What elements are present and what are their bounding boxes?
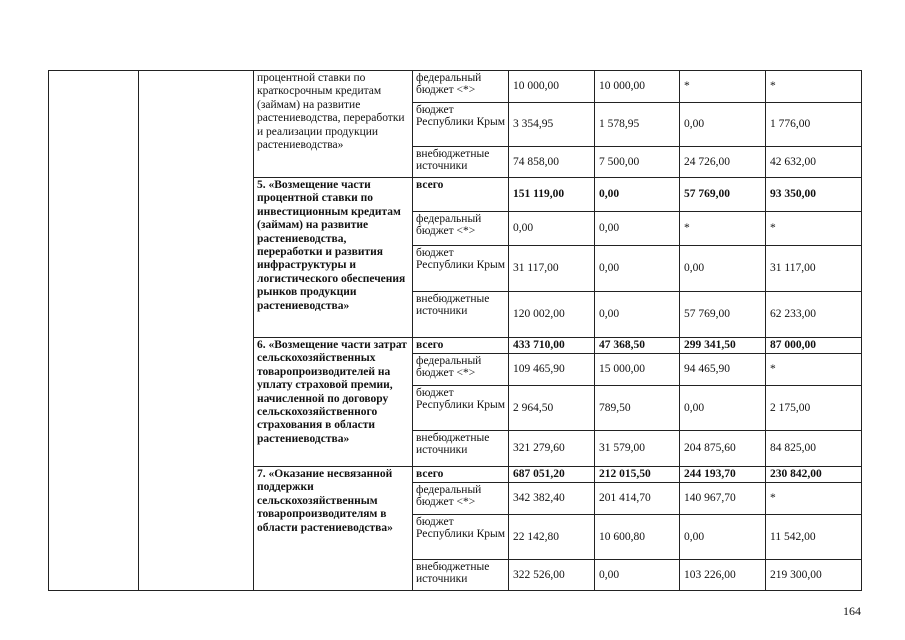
activity-description: 7. «Оказание несвязанной поддержки сельскохозяйственным товаропроизводителям в области растениеводства» — [254, 467, 413, 591]
funding-source: внебюджетные источники — [413, 560, 509, 591]
value-cell: 321 279,60 — [509, 431, 595, 467]
value-cell: 31 117,00 — [509, 246, 595, 292]
value-cell: 0,00 — [595, 560, 680, 591]
value-cell: 11 542,00 — [766, 515, 862, 560]
page-number: 164 — [843, 604, 861, 618]
funding-source: внебюджетные источники — [413, 431, 509, 467]
budget-table — [48, 70, 862, 591]
value-cell: 0,00 — [595, 246, 680, 292]
value-cell: 47 368,50 — [595, 338, 680, 354]
empty-column-1 — [49, 71, 139, 591]
value-cell: 1 776,00 — [766, 103, 862, 147]
value-cell: 93 350,00 — [766, 178, 862, 212]
value-cell: * — [766, 71, 862, 103]
activity-description: процентной ставки по краткосрочным кредитам (займам) на развитие растениеводства, переработки и реализации продукции растениеводства» — [254, 71, 413, 178]
value-cell: 62 233,00 — [766, 292, 862, 338]
funding-source: федеральный бюджет <*> — [413, 212, 509, 246]
funding-source: бюджет Республики Крым — [413, 515, 509, 560]
value-cell: 201 414,70 — [595, 483, 680, 515]
funding-source: федеральный бюджет <*> — [413, 483, 509, 515]
value-cell: 2 175,00 — [766, 386, 862, 431]
value-cell: 299 341,50 — [680, 338, 766, 354]
value-cell: 10 600,80 — [595, 515, 680, 560]
activity-description: 6. «Возмещение части затрат сельскохозяйственных товаропроизводителей на уплату страховой премии, начисленной по договору сельскохозяйственного страхования в области растениеводства» — [254, 338, 413, 467]
value-cell: 0,00 — [680, 246, 766, 292]
value-cell: 0,00 — [595, 292, 680, 338]
value-cell: * — [766, 483, 862, 515]
funding-source: внебюджетные источники — [413, 292, 509, 338]
value-cell: 140 967,70 — [680, 483, 766, 515]
value-cell: 109 465,90 — [509, 354, 595, 386]
value-cell: 3 354,95 — [509, 103, 595, 147]
value-cell: 789,50 — [595, 386, 680, 431]
value-cell: * — [766, 354, 862, 386]
value-cell: 15 000,00 — [595, 354, 680, 386]
value-cell: 103 226,00 — [680, 560, 766, 591]
empty-column-2 — [139, 71, 254, 591]
value-cell: 84 825,00 — [766, 431, 862, 467]
funding-source: всего — [413, 178, 509, 212]
value-cell: 322 526,00 — [509, 560, 595, 591]
table-row — [49, 71, 862, 103]
value-cell: 219 300,00 — [766, 560, 862, 591]
value-cell: 94 465,90 — [680, 354, 766, 386]
value-cell: 0,00 — [680, 103, 766, 147]
funding-source: всего — [413, 467, 509, 483]
funding-source: федеральный бюджет <*> — [413, 71, 509, 103]
value-cell: 24 726,00 — [680, 147, 766, 178]
value-cell: 7 500,00 — [595, 147, 680, 178]
value-cell: 10 000,00 — [509, 71, 595, 103]
value-cell: 10 000,00 — [595, 71, 680, 103]
value-cell: 31 579,00 — [595, 431, 680, 467]
value-cell: 42 632,00 — [766, 147, 862, 178]
funding-source: бюджет Республики Крым — [413, 246, 509, 292]
value-cell: 87 000,00 — [766, 338, 862, 354]
value-cell: 212 015,50 — [595, 467, 680, 483]
value-cell: 0,00 — [595, 178, 680, 212]
value-cell: 687 051,20 — [509, 467, 595, 483]
value-cell: 433 710,00 — [509, 338, 595, 354]
value-cell: 151 119,00 — [509, 178, 595, 212]
value-cell: 0,00 — [680, 515, 766, 560]
value-cell: 0,00 — [509, 212, 595, 246]
value-cell: 1 578,95 — [595, 103, 680, 147]
funding-source: федеральный бюджет <*> — [413, 354, 509, 386]
value-cell: 31 117,00 — [766, 246, 862, 292]
value-cell: 57 769,00 — [680, 292, 766, 338]
funding-source: внебюджетные источники — [413, 147, 509, 178]
value-cell: 120 002,00 — [509, 292, 595, 338]
value-cell: 57 769,00 — [680, 178, 766, 212]
value-cell: 0,00 — [595, 212, 680, 246]
value-cell: 204 875,60 — [680, 431, 766, 467]
value-cell: 230 842,00 — [766, 467, 862, 483]
value-cell: * — [680, 71, 766, 103]
value-cell: 0,00 — [680, 386, 766, 431]
funding-source: бюджет Республики Крым — [413, 103, 509, 147]
value-cell: * — [680, 212, 766, 246]
value-cell: 244 193,70 — [680, 467, 766, 483]
activity-description: 5. «Возмещение части процентной ставки по инвестиционным кредитам (займам) на развитие растениеводства, переработки и развития инфраструктуры и логистического обеспечения рынков продукции растениеводства» — [254, 178, 413, 338]
value-cell: 2 964,50 — [509, 386, 595, 431]
value-cell: 342 382,40 — [509, 483, 595, 515]
value-cell: 74 858,00 — [509, 147, 595, 178]
value-cell: * — [766, 212, 862, 246]
value-cell: 22 142,80 — [509, 515, 595, 560]
funding-source: бюджет Республики Крым — [413, 386, 509, 431]
funding-source: всего — [413, 338, 509, 354]
